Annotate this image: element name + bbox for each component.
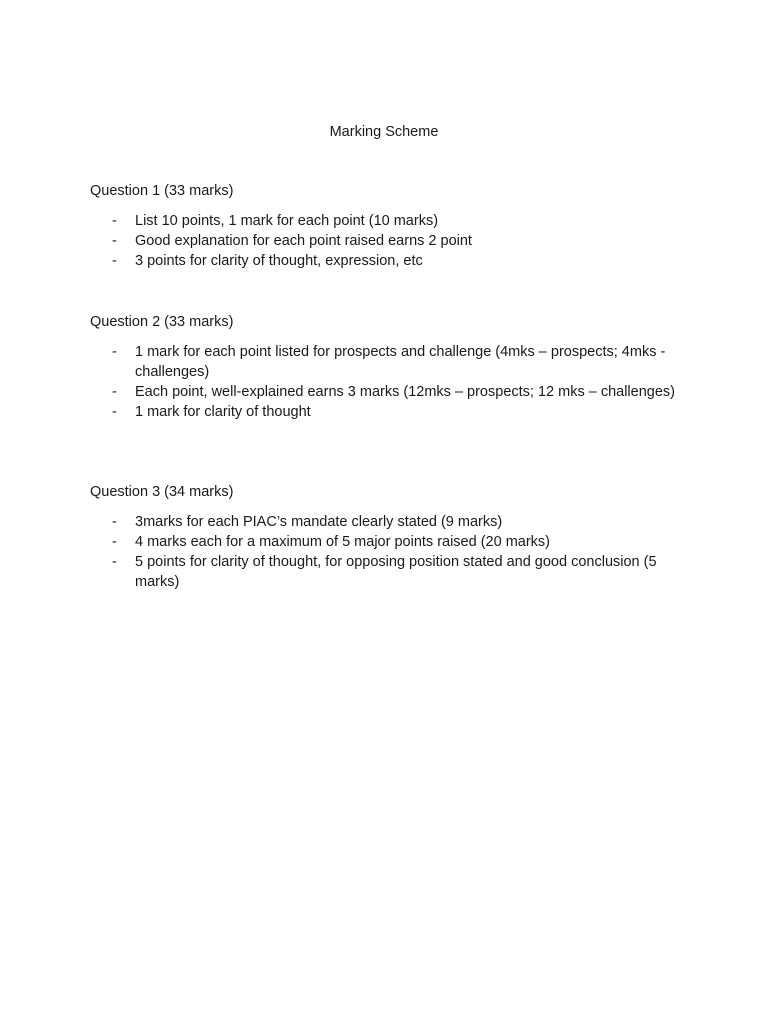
- list-item: [90, 552, 690, 592]
- list-item-text: 3 points for clarity of thought, expression, etc: [135, 253, 423, 269]
- list-item-text: 1 mark for clarity of thought: [135, 404, 311, 420]
- question-3-section: [90, 482, 690, 592]
- list-item: [90, 402, 690, 422]
- list-item-text: List 10 points, 1 mark for each point (10 marks): [135, 213, 439, 229]
- bullet-dash: -: [112, 404, 117, 420]
- list-item: [90, 342, 690, 382]
- list-item-text: Good explanation for each point raised earns 2 point: [135, 233, 472, 249]
- question-3-list: [90, 512, 690, 592]
- list-item-text: 3marks for each PIAC’s mandate clearly stated (9 marks): [135, 514, 503, 530]
- question-2-list: [90, 342, 690, 422]
- list-item: [90, 211, 690, 231]
- bullet-dash: -: [112, 344, 117, 360]
- document-title: Marking Scheme: [329, 124, 439, 140]
- bullet-dash: -: [112, 384, 117, 400]
- list-item: [90, 231, 690, 251]
- bullet-dash: -: [112, 233, 117, 249]
- bullet-dash: -: [112, 554, 117, 570]
- question-2-section: [90, 312, 690, 422]
- list-item-text: 4 marks each for a maximum of 5 major points raised (20 marks): [135, 534, 550, 550]
- list-item-text: 1 mark for each point listed for prospects and challenge (4mks – prospects; 4mks - challenges): [135, 344, 666, 380]
- list-item: [90, 532, 690, 552]
- bullet-dash: -: [112, 514, 117, 530]
- bullet-dash: -: [112, 213, 117, 229]
- list-item: [90, 251, 690, 271]
- bullet-dash: -: [112, 534, 117, 550]
- question-1-list: [90, 211, 690, 271]
- question-2-heading: Question 2 (33 marks): [90, 314, 234, 330]
- question-1-heading: Question 1 (33 marks): [90, 183, 234, 199]
- bullet-dash: -: [112, 253, 117, 269]
- list-item-text: 5 points for clarity of thought, for opposing position stated and good conclusion (5 marks): [135, 554, 657, 590]
- list-item: [90, 382, 690, 402]
- question-3-heading: Question 3 (34 marks): [90, 484, 234, 500]
- list-item: [90, 512, 690, 532]
- list-item-text: Each point, well-explained earns 3 marks (12mks – prospects; 12 mks – challenges): [135, 384, 675, 400]
- question-1-section: [90, 181, 690, 271]
